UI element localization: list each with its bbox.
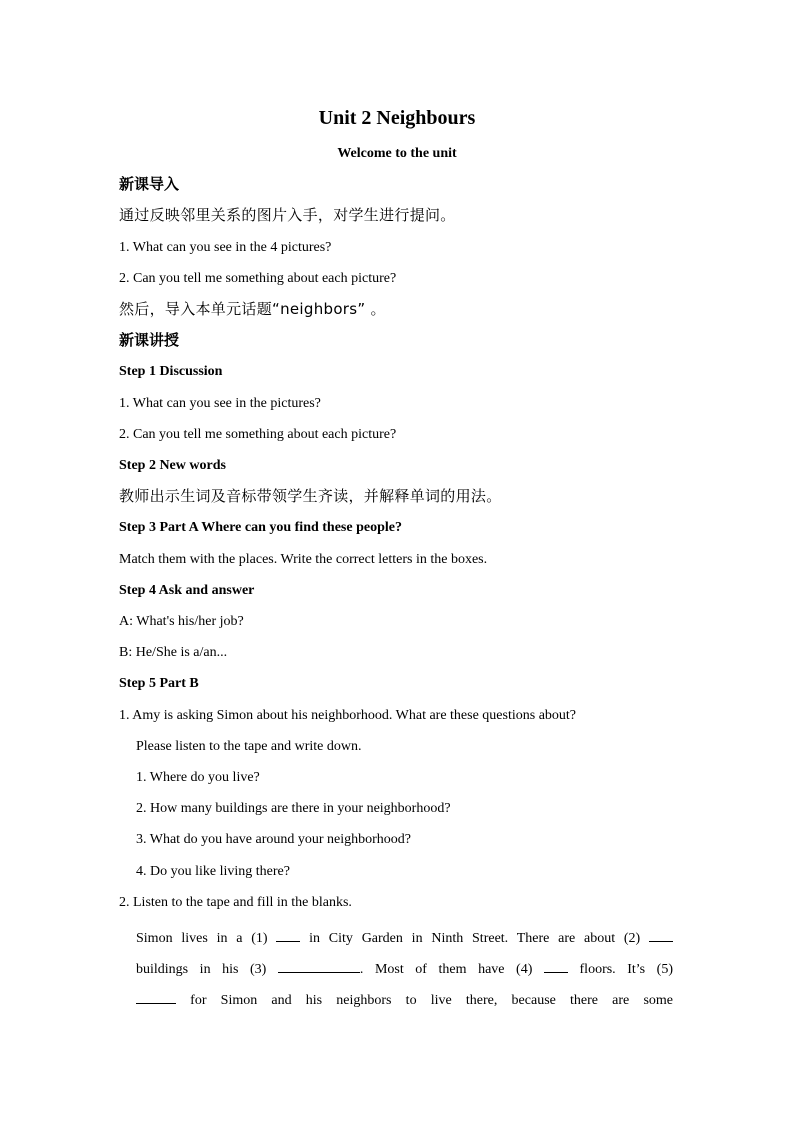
section-heading-intro: 新课导入: [119, 175, 180, 193]
step5-task1-instruction: Please listen to the tape and write down.: [136, 739, 362, 754]
step2-text: 教师出示生词及音标带领学生齐读，并解释单词的用法。: [119, 487, 502, 505]
step5-question-1: 1. Where do you live?: [136, 770, 260, 785]
intro-question-1: 1. What can you see in the 4 pictures?: [119, 240, 332, 255]
step4-dialogue-b: B: He/She is a/an...: [119, 645, 228, 660]
step1-question-1: 1. What can you see in the pictures?: [119, 396, 321, 411]
step1-question-2: 2. Can you tell me something about each picture?: [119, 427, 397, 442]
blank-3: [278, 959, 360, 973]
cloze-text: for Simon and his neighbors to live there, because there are some: [190, 993, 673, 1008]
cloze-row-3: [136, 985, 673, 1016]
step5-heading: Step 5 Part B: [119, 676, 199, 691]
blank-5: [136, 990, 176, 1004]
cloze-paragraph: [136, 923, 673, 1016]
section-heading-teach: 新课讲授: [119, 331, 180, 349]
blank-1: [276, 928, 300, 942]
step5-question-3: 3. What do you have around your neighborhood?: [136, 832, 412, 847]
cloze-text: buildings in his (3): [136, 962, 267, 977]
step1-heading: Step 1 Discussion: [119, 364, 223, 379]
cloze-text: floors. It’s (5): [579, 962, 674, 977]
cloze-text: Simon lives in a (1): [136, 931, 268, 946]
step5-question-4: 4. Do you like living there?: [136, 864, 290, 879]
document-subtitle: Welcome to the unit: [337, 146, 457, 161]
blank-2: [649, 928, 673, 942]
document-title: Unit 2 Neighbours: [318, 107, 476, 129]
cloze-row-2: [136, 954, 673, 985]
intro-lead-text: 然后，导入本单元话题“neighbors” 。: [119, 300, 386, 318]
step3-text: Match them with the places. Write the correct letters in the boxes.: [119, 552, 488, 567]
step2-heading: Step 2 New words: [119, 458, 226, 473]
cloze-text: . Most of them have (4): [359, 962, 533, 977]
intro-question-2: 2. Can you tell me something about each picture?: [119, 271, 397, 286]
step5-question-2: 2. How many buildings are there in your neighborhood?: [136, 801, 451, 816]
intro-text: 通过反映邻里关系的图片入手，对学生进行提问。: [119, 206, 456, 224]
step4-heading: Step 4 Ask and answer: [119, 583, 255, 598]
cloze-text: in City Garden in Ninth Street. There are about (2): [309, 931, 641, 946]
step5-task2: 2. Listen to the tape and fill in the blanks.: [119, 895, 352, 910]
step4-dialogue-a: A: What's his/her job?: [119, 614, 244, 629]
cloze-row-1: [136, 923, 673, 954]
step3-heading: Step 3 Part A Where can you find these people?: [119, 520, 402, 535]
blank-4: [544, 959, 568, 973]
step5-task1: 1. Amy is asking Simon about his neighborhood. What are these questions about?: [119, 708, 577, 723]
